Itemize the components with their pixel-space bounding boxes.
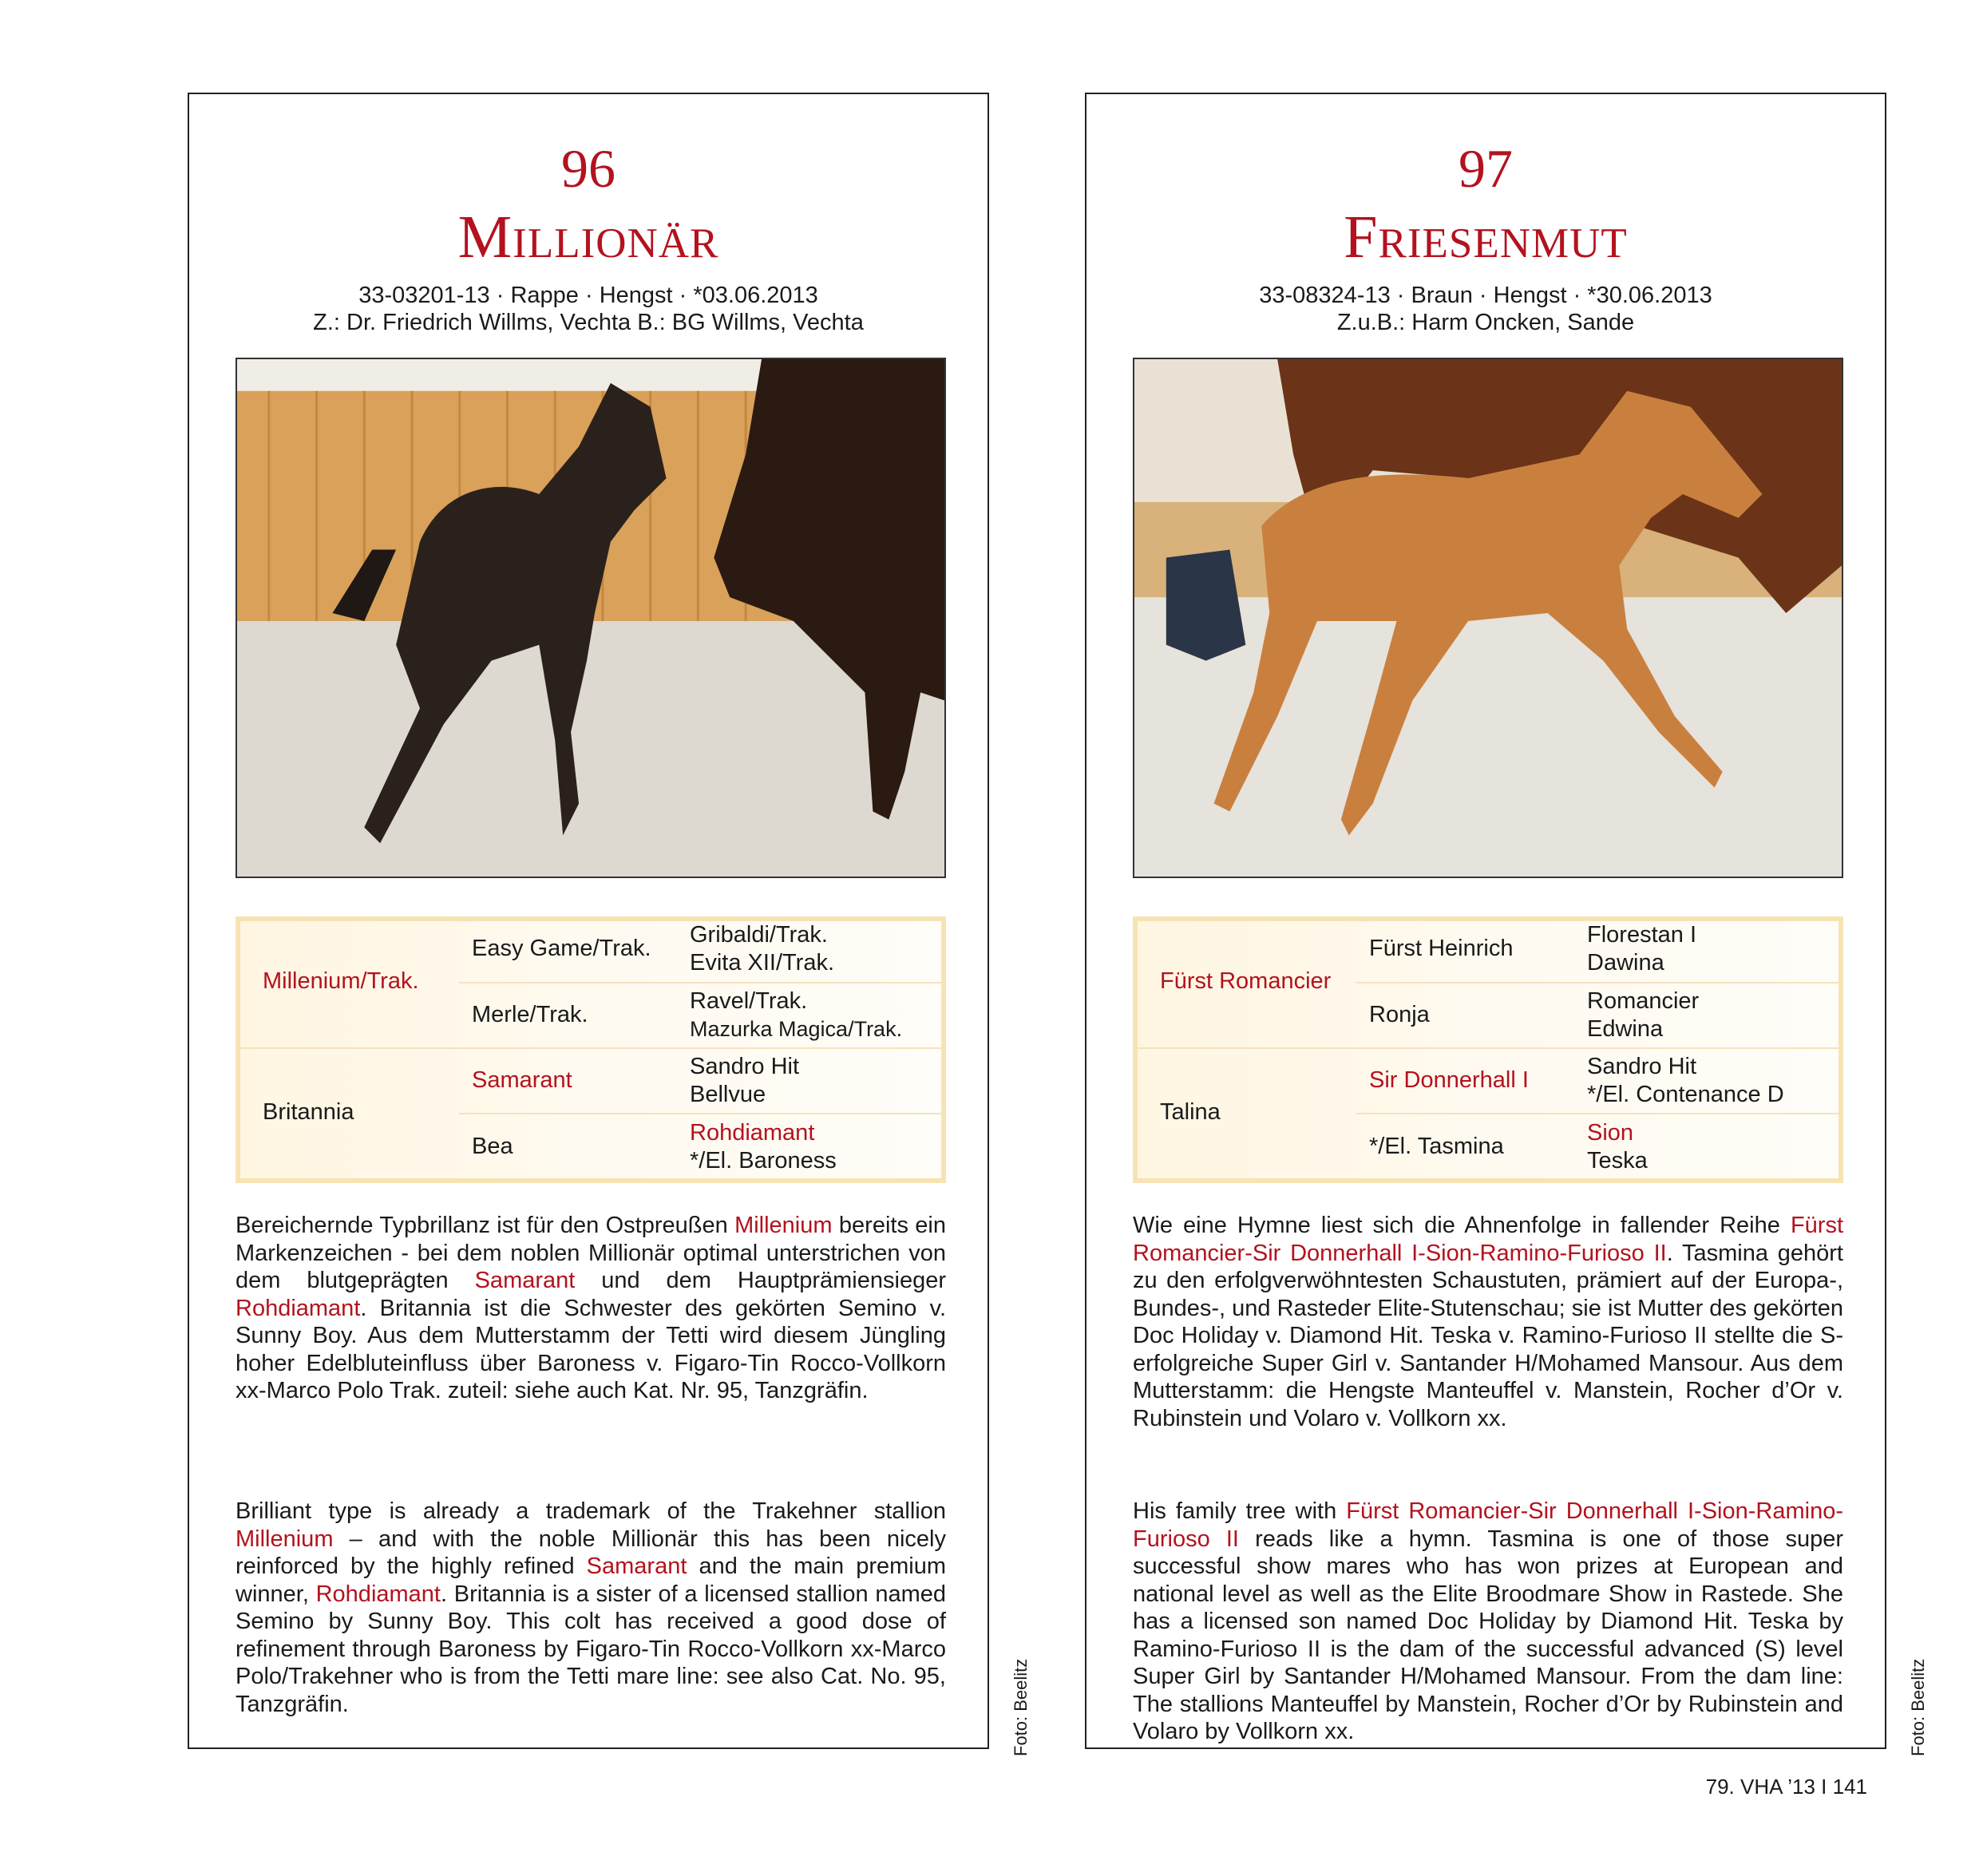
pedigree-dsd: */El. Contenance D [1587, 1082, 1784, 1107]
pedigree-sire-sire: Fürst Heinrich [1369, 936, 1514, 961]
pedigree-sss: Gribaldi/Trak. [690, 922, 828, 948]
description-english [1133, 1498, 1843, 1746]
pedigree-dss: Sandro Hit [690, 1054, 800, 1079]
highlighted-name: Fürst Romancier-Sir Donnerhall I-Sion-Ramino-Furioso II [1133, 1213, 1843, 1266]
catalog-number: 97 [1459, 138, 1513, 199]
description-german [236, 1212, 946, 1405]
breeder-owner: Z.u.B.: Harm Oncken, Sande [1336, 310, 1635, 335]
text-segment: . Tasmina gehört zu den erfolgverwöhntesten Schaustuten, prämiert auf der Europa-, Bundes-, und Rasteder Elite-Stutenschau; sie ist Mutter des gekörten Doc Holiday v. Diamond Hit. Teska v. Ramino-Furioso II stellte die S-erfolgreiche Super Girl v. Santander H/Mohamed Mansour. Aus dem Mutterstamm: die Hengste Manteuffel v. Manstein, Rocher d’Or v. Rubinstein und Volaro v. Vollkorn xx. [1133, 1240, 1843, 1431]
text-segment: . Britannia is a sister of a licensed stallion named Semino by Sunny Boy. This colt has received a good dose of refinement through Baroness by Figaro-Tin Rocco-Vollkorn xx-Marco Polo/Trakehner who is from the Tetti mare line: see also Cat. No. 95, Tanzgräfin. [236, 1581, 946, 1717]
highlighted-name: Millenium [236, 1526, 334, 1552]
catalog-entry-96 [188, 93, 989, 1749]
text-segment: and the main premium winner, [236, 1553, 946, 1607]
pedigree-sire: Millenium/Trak. [263, 968, 419, 994]
text-segment: bereits ein Markenzeichen - bei dem noblen Millionär optimal unterstrichen von dem blutgeprägten [236, 1213, 946, 1293]
pedigree-dam: Britannia [263, 1099, 354, 1125]
photo-credit: Foto: Beelitz [1908, 1658, 1928, 1756]
pedigree-sdd: Edwina [1587, 1016, 1664, 1042]
pedigree-ssd: Evita XII/Trak. [690, 950, 835, 976]
pedigree-dds: Sion [1587, 1120, 1634, 1146]
pedigree-dam-dam: Bea [472, 1134, 513, 1159]
horse-details: 33-08324-13 · Braun · Hengst · *30.06.2013 [1259, 283, 1712, 308]
highlighted-name: Rohdiamant [236, 1295, 361, 1321]
pedigree-sss: Florestan I [1587, 922, 1696, 948]
highlighted-name: Rohdiamant [315, 1581, 441, 1607]
horse-photo [1133, 358, 1843, 878]
horse-details: 33-03201-13 · Rappe · Hengst · *03.06.2013 [358, 283, 818, 308]
text-segment: Bereichernde Typbrillanz ist für den Ostpreußen [236, 1213, 735, 1238]
horse-photo [236, 358, 946, 878]
pedigree-sire: Fürst Romancier [1160, 968, 1332, 994]
text-segment: und dem Hauptprämiensieger [575, 1268, 946, 1293]
text-segment: Brilliant type is already a trademark of the Trakehner stallion [236, 1498, 946, 1524]
pedigree-sire-dam: Ronja [1369, 1002, 1430, 1027]
pedigree-dam-dam: */El. Tasmina [1369, 1134, 1504, 1159]
highlighted-name: Samarant [474, 1268, 576, 1293]
pedigree-table [236, 916, 946, 1183]
pedigree-ddd: Teska [1587, 1148, 1648, 1173]
pedigree-table [1133, 916, 1843, 1183]
pedigree-dss: Sandro Hit [1587, 1054, 1697, 1079]
description-german [1133, 1212, 1843, 1432]
pedigree-dam: Talina [1160, 1099, 1221, 1125]
breeder-owner: Z.: Dr. Friedrich Willms, Vechta B.: BG Willms, Vechta [313, 310, 864, 335]
pedigree-ddd: */El. Baroness [690, 1148, 837, 1173]
pedigree-dsd: Bellvue [690, 1082, 766, 1107]
pedigree-sire-sire: Easy Game/Trak. [472, 936, 651, 961]
pedigree-sire-dam: Merle/Trak. [472, 1002, 588, 1027]
pedigree-dam-sire: Sir Donnerhall I [1369, 1067, 1529, 1093]
text-segment: reads like a hymn. Tasmina is one of those super successful show mares who has won prizes at European and national level as well as the Elite Broodmare Show in Rastede. She has a licensed son named Doc Holiday by Diamond Hit. Teska by Ramino-Furioso II is the dam of the successful advanced (S) level Super Girl by Santander H/Mohamed Mansour. From the dam line: The stallions Manteuffel by Manstein, Rocher d’Or by Rubinstein and Volaro by Vollkorn xx. [1133, 1526, 1844, 1744]
horse-name: Friesenmut [1344, 204, 1628, 271]
highlighted-name: Samarant [586, 1553, 687, 1579]
text-segment: His family tree with [1133, 1498, 1347, 1524]
pedigree-sds: Ravel/Trak. [690, 988, 808, 1014]
pedigree-ssd: Dawina [1587, 950, 1664, 976]
catalog-number: 96 [561, 138, 615, 199]
description-english [236, 1498, 946, 1718]
text-segment: . Britannia ist die Schwester des gekörten Semino v. Sunny Boy. Aus dem Mutterstamm der Tetti wird diesem Jüngling hoher Edelbluteinfluss über Baroness v. Figaro-Tin Rocco-Vollkorn xx-Marco Polo Trak. zuteil: siehe auch Kat. Nr. 95, Tanzgräfin. [236, 1295, 946, 1403]
pedigree-dam-sire: Samarant [472, 1067, 572, 1093]
catalog-entry-97 [1085, 93, 1886, 1749]
horse-name: Millionär [457, 204, 719, 271]
highlighted-name: Millenium [734, 1213, 833, 1238]
pedigree-sds: Romancier [1587, 988, 1700, 1014]
text-segment: Wie eine Hymne liest sich die Ahnenfolge in fallender Reihe [1133, 1213, 1791, 1238]
page-footer: 79. VHA ’13 I 141 [1705, 1775, 1867, 1799]
text-segment: – and with the noble Millionär this has been nicely reinforced by the highly refined [236, 1526, 946, 1579]
pedigree-sdd: Mazurka Magica/Trak. [690, 1017, 903, 1041]
highlighted-name: Fürst Romancier-Sir Donnerhall I-Sion-Ramino-Furioso II [1133, 1498, 1843, 1552]
pedigree-dds: Rohdiamant [690, 1120, 815, 1146]
photo-credit: Foto: Beelitz [1011, 1658, 1031, 1756]
